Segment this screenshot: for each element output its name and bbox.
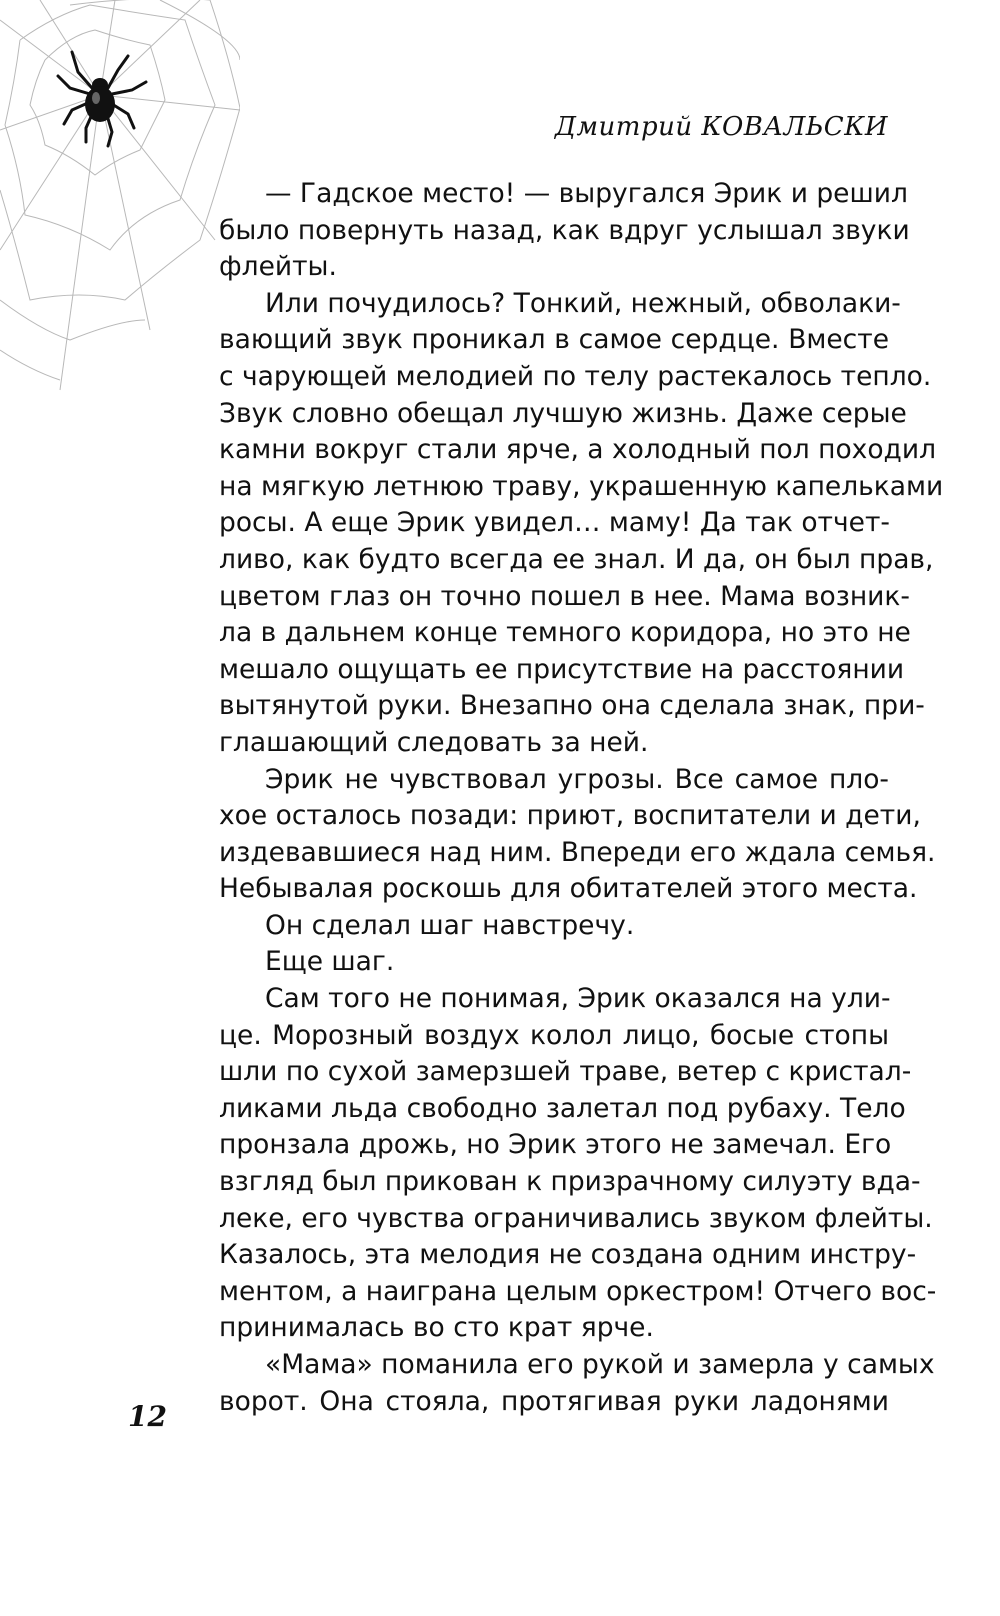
text-line: вытянутой руки. Внезапно она сделала знак, при- <box>219 690 925 722</box>
text-line: — Гадское место! — выругался Эрик и решил <box>265 178 908 209</box>
text-line: це. Морозный воздух колол лицо, босые стопы <box>219 1019 889 1051</box>
web-threads <box>0 0 240 390</box>
text-line: хое осталось позади: приют, воспитатели и дети, <box>219 800 921 832</box>
text-line: Эрик не чувствовал угрозы. Все самое пло- <box>265 763 889 795</box>
text-line: Он сделал шаг навстречу. <box>265 909 635 941</box>
text-line: цветом глаз он точно пошел в нее. Мама возник- <box>219 580 910 612</box>
text-line: глашающий следовать за ней. <box>219 726 649 758</box>
text-line: принималась во сто крат ярче. <box>219 1312 654 1344</box>
text-line: ворот. Она стояла, протягивая руки ладонями <box>219 1385 889 1417</box>
text-line: с чарующей мелодией по телу растекалось тепло. <box>219 360 932 392</box>
text-line: камни вокруг стали ярче, а холодный пол походил <box>219 434 937 466</box>
text-line: было повернуть назад, как вдруг услышал звуки <box>219 214 910 246</box>
text-line: пронзала дрожь, но Эрик этого не замечал. Его <box>219 1129 892 1161</box>
text-line: Еще шаг. <box>265 946 395 978</box>
page-number: 12 <box>128 1400 167 1433</box>
running-header-author: Дмитрий КОВАЛЬСКИ <box>554 112 888 142</box>
text-line: ливо, как будто всегда ее знал. И да, он был прав, <box>219 543 934 575</box>
text-line: ла в дальнем конце темного коридора, но это не <box>219 617 911 649</box>
text-line: на мягкую летнюю траву, украшенную капельками <box>219 470 944 502</box>
spider-web-illustration <box>0 0 240 400</box>
text-line: росы. А еще Эрик увидел… маму! Да так отчет- <box>219 507 890 539</box>
text-line: мешало ощущать ее присутствие на расстоянии <box>219 653 905 685</box>
text-line: вающий звук проникал в самое сердце. Вместе <box>219 324 889 356</box>
text-line: Небывалая роскошь для обитателей этого места. <box>219 873 918 905</box>
text-line: «Мама» поманила его рукой и замерла у самых <box>265 1349 935 1380</box>
text-line: Или почудилось? Тонкий, нежный, обволаки- <box>265 287 901 319</box>
text-line: взгляд был прикован к призрачному силуэту вда- <box>219 1166 921 1198</box>
body-text <box>219 176 944 1420</box>
text-line: Звук словно обещал лучшую жизнь. Даже серые <box>219 397 907 429</box>
text-line: издевавшиеся над ним. Впереди его ждала семья. <box>219 836 936 868</box>
text-line: шли по сухой замерзшей траве, ветер с кристал- <box>219 1056 912 1088</box>
text-line: ментом, а наиграна целым оркестром! Отчего вос- <box>219 1275 937 1307</box>
text-line: ликами льда свободно залетал под рубаху. Тело <box>219 1092 906 1124</box>
text-line: Сам того не понимая, Эрик оказался на ули- <box>265 983 891 1015</box>
text-line: флейты. <box>219 251 337 283</box>
text-line: леке, его чувства ограничивались звуком флейты. <box>219 1202 933 1234</box>
text-line: Казалось, эта мелодия не создана одним инстру- <box>219 1239 917 1271</box>
